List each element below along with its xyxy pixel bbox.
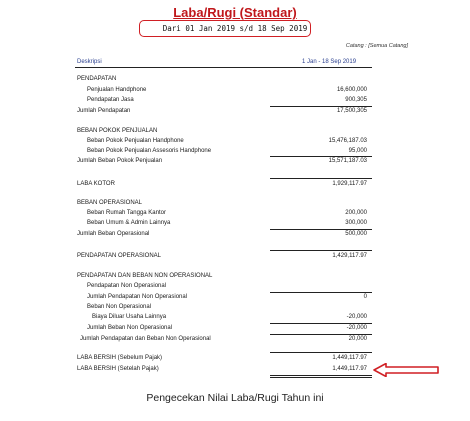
section-pendapatan: PENDAPATAN — [77, 76, 117, 82]
row-label: Jumlah Beban Operasional — [77, 231, 150, 237]
subtotal-rule — [270, 250, 372, 251]
subtotal-rule — [270, 334, 372, 335]
catalog-filter-label: Catang : [Semua Catang] — [345, 43, 408, 49]
row-label: Beban Pokok Penjualan Assesoris Handphone — [87, 148, 212, 154]
subtotal-rule — [270, 323, 372, 324]
row-label: Jumlah Pendapatan — [77, 108, 131, 114]
row-value: 15,476,187.03 — [328, 138, 367, 144]
row-label: Beban Umum & Admin Lainnya — [87, 220, 171, 226]
row-label: Pendapatan Non Operasional — [87, 283, 167, 289]
row-value: 0 — [363, 294, 367, 300]
total-double-rule — [270, 377, 372, 378]
row-label: Jumlah Pendapatan Non Operasional — [87, 294, 188, 300]
row-value: -20,000 — [346, 314, 367, 320]
row-value: 15,571,187.03 — [328, 158, 367, 164]
row-value: 1,449,117.97 — [332, 355, 367, 361]
subtotal-rule — [270, 156, 372, 157]
subtotal-rule — [270, 106, 372, 107]
row-value: -20,000 — [346, 325, 367, 331]
section-non-ops: PENDAPATAN DAN BEBAN NON OPERASIONAL — [77, 273, 213, 279]
row-label: Jumlah Beban Non Operasional — [87, 325, 173, 331]
row-label: Beban Rumah Tangga Kantor — [87, 210, 166, 216]
section-beban-ops: BEBAN OPERASIONAL — [77, 200, 143, 206]
figure-caption: Pengecekan Nilai Laba/Rugi Tahun ini — [146, 392, 324, 404]
row-label: LABA BERSIH (Setelah Pajak) — [77, 366, 159, 372]
highlight-arrow-icon — [372, 363, 440, 377]
header-rule — [75, 67, 372, 68]
section-beban-pokok: BEBAN POKOK PENJUALAN — [77, 128, 158, 134]
row-value: 17,500,305 — [336, 108, 367, 114]
row-value: 95,000 — [348, 148, 367, 154]
row-value: 500,000 — [345, 231, 367, 237]
row-label: LABA KOTOR — [77, 181, 115, 187]
row-value: 1,429,117.97 — [332, 253, 367, 259]
report-period: Dari 01 Jan 2019 s/d 18 Sep 2019 — [162, 24, 308, 33]
row-label: Pendapatan Jasa — [87, 97, 134, 103]
row-label: Beban Pokok Penjualan Handphone — [87, 138, 184, 144]
row-value: 20,000 — [348, 336, 367, 342]
row-label: Jumlah Pendapatan dan Beban Non Operasional — [80, 336, 211, 342]
row-value: 1,929,117.97 — [332, 181, 367, 187]
subtotal-rule — [270, 178, 372, 179]
row-value: 1,449,117.97 — [332, 366, 367, 372]
subtotal-rule — [270, 352, 372, 353]
row-value: 16,600,000 — [336, 87, 367, 93]
column-header-period: 1 Jan - 18 Sep 2019 — [302, 59, 357, 65]
total-double-rule — [270, 375, 372, 376]
subtotal-rule — [270, 229, 372, 230]
row-label: PENDAPATAN OPERASIONAL — [77, 253, 162, 259]
subtotal-rule — [270, 292, 372, 293]
row-label: Penjualan Handphone — [87, 87, 147, 93]
row-label: LABA BERSIH (Sebelum Pajak) — [77, 355, 163, 361]
row-value: 900,305 — [345, 97, 367, 103]
report-title: Laba/Rugi (Standar) — [173, 5, 297, 20]
column-header-description: Deskripsi — [77, 59, 102, 65]
row-label: Jumlah Beban Pokok Penjualan — [77, 158, 163, 164]
row-label: Beban Non Operasional — [87, 304, 152, 310]
row-value: 200,000 — [345, 210, 367, 216]
row-label: Biaya Diluar Usaha Lainnya — [92, 314, 167, 320]
row-value: 300,000 — [345, 220, 367, 226]
